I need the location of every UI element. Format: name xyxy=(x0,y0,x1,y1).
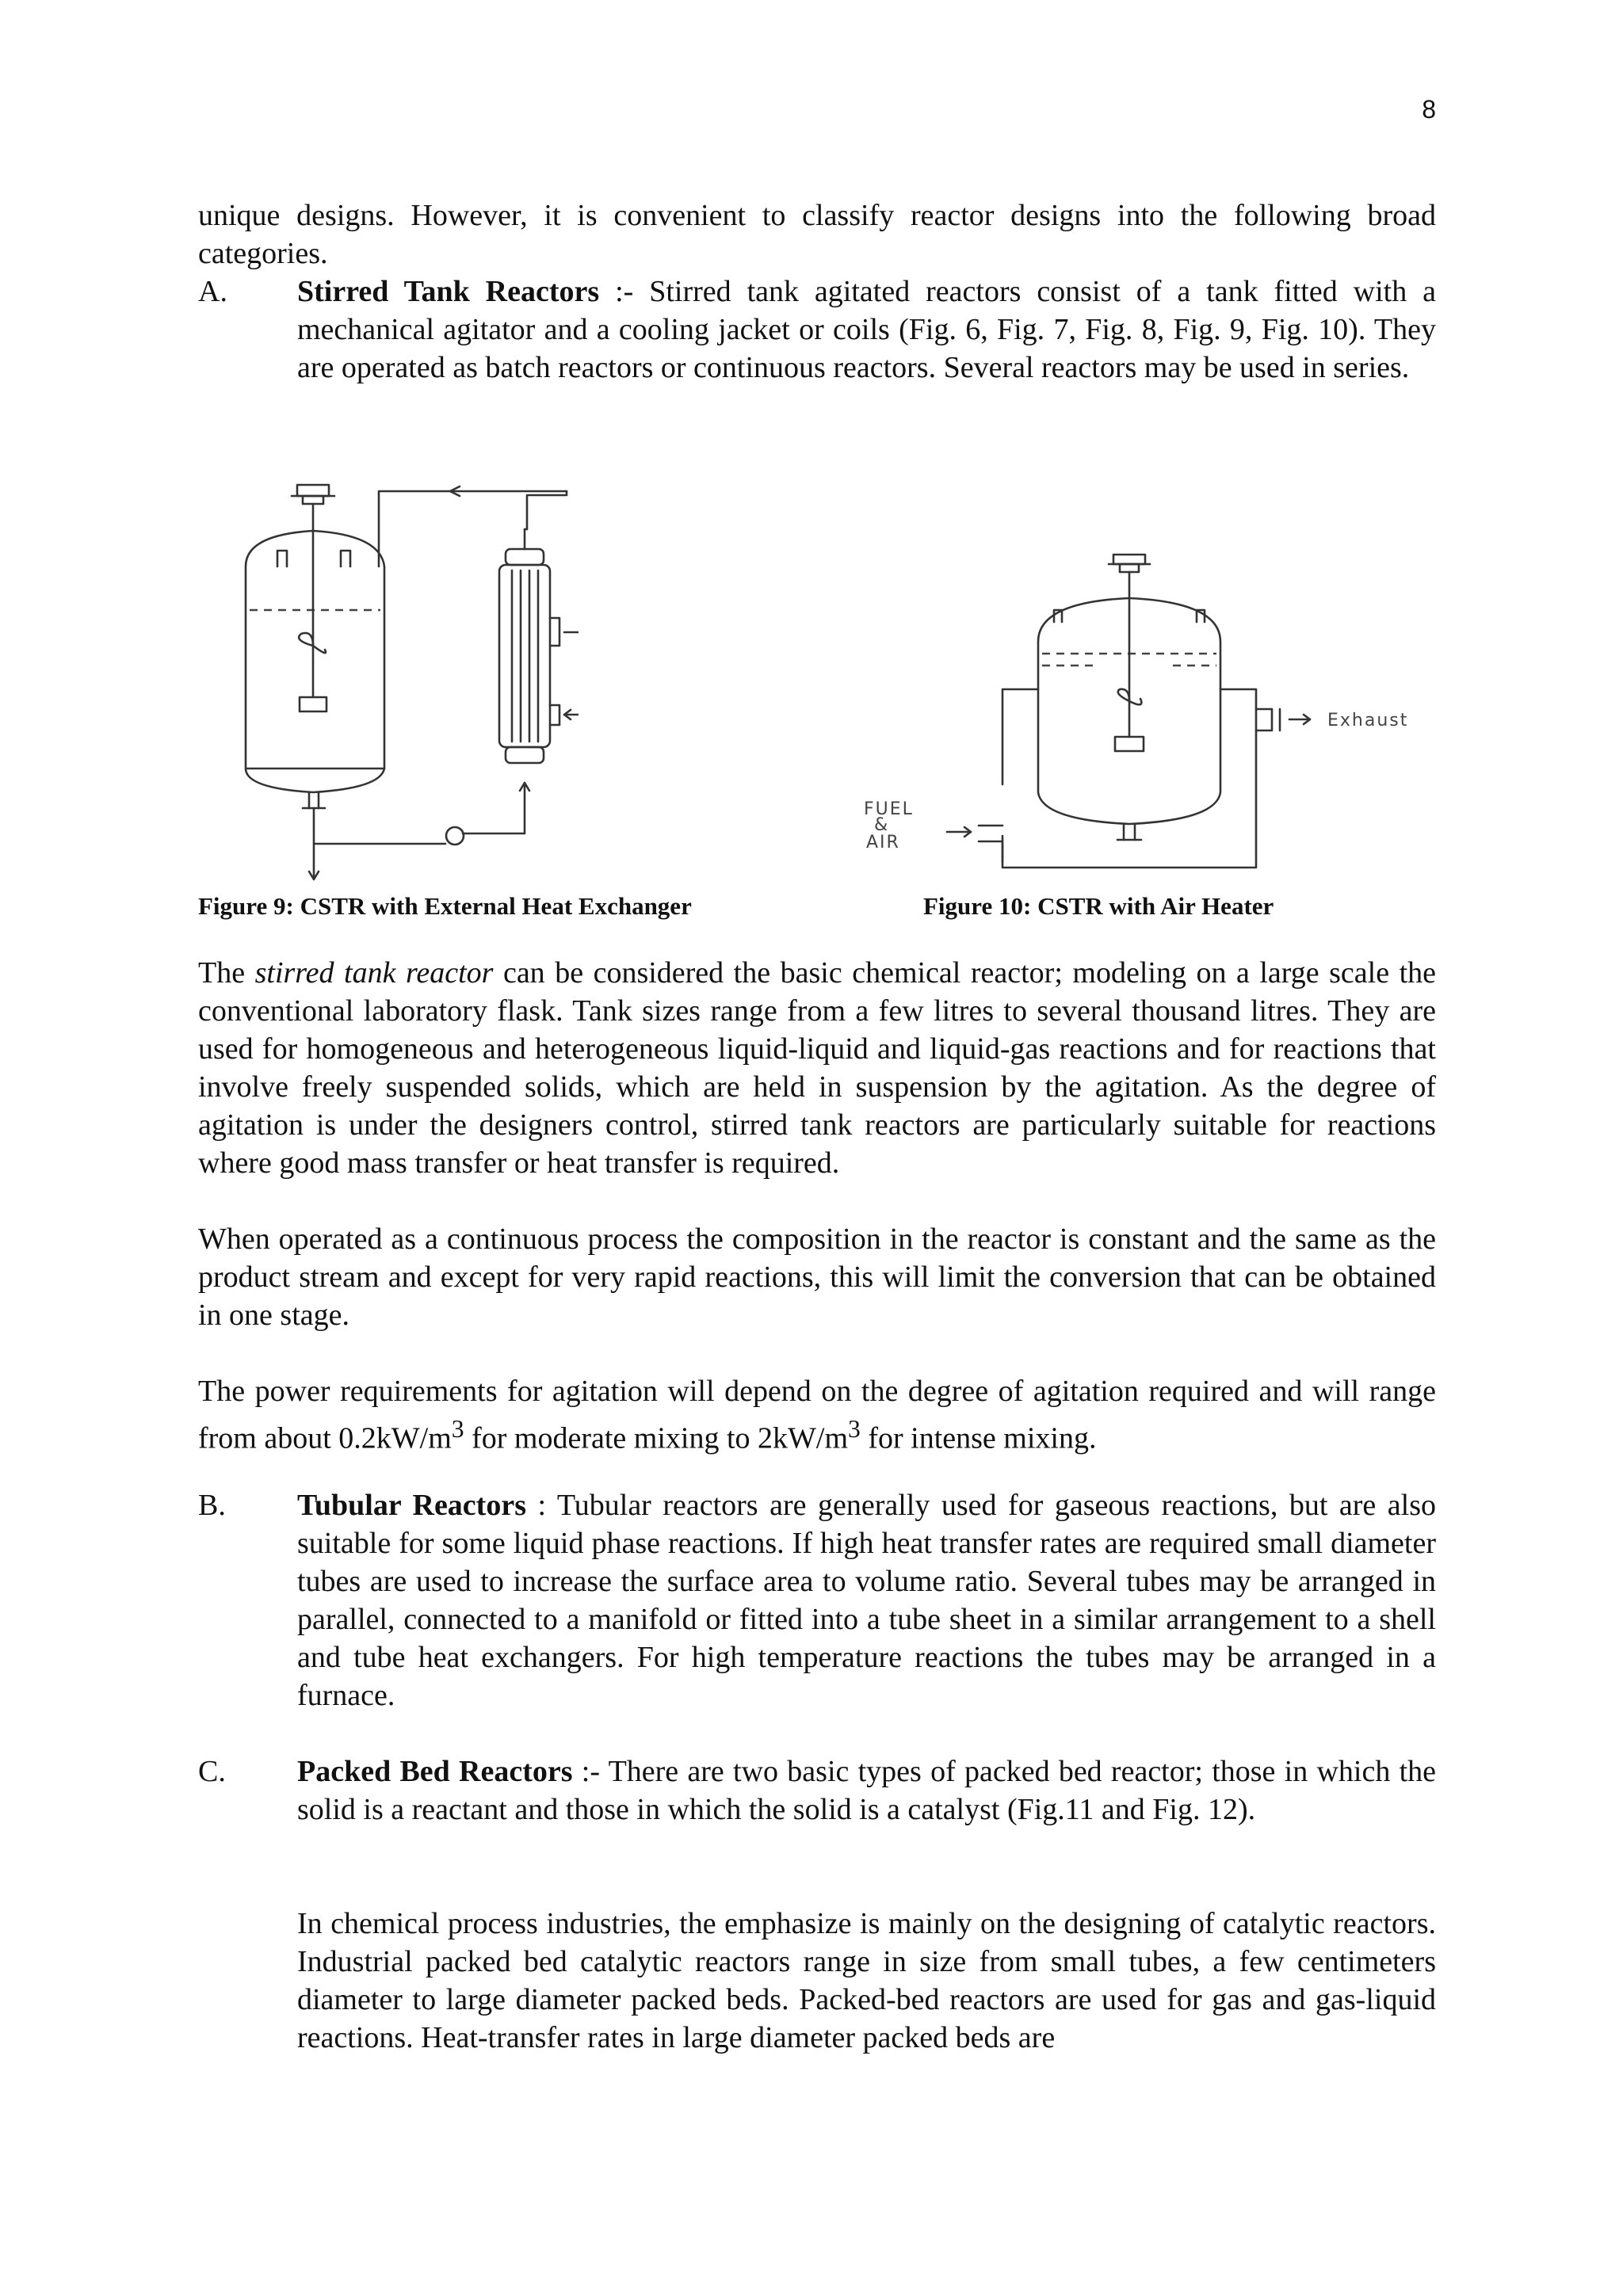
section-a-body xyxy=(297,273,1436,387)
para3-part1: The power requirements for agitation will depend on the degree of agitation required and will range from about 0.2kW/m xyxy=(198,1375,1436,1455)
para3-part3: for intense mixing. xyxy=(860,1421,1097,1455)
para1-post: can be considered the basic chemical reactor; modeling on a large scale the conventional laboratory flask. Tank sizes range from a few litres to several thousand litres. They are used for homogeneous and heterogeneous liquid-liquid and liquid-gas reactions and for reactions that involve freely suspended solids, which are held in suspension by the agitation. As the degree of agitation is under the designers control, stirred tank reactors are particularly suitable for reactions where good mass transfer or heat transfer is required. xyxy=(198,956,1436,1180)
section-a xyxy=(198,273,1436,387)
intro-paragraph xyxy=(198,196,1436,273)
section-c-label: C. xyxy=(198,1755,226,1788)
fuel-air-inlet xyxy=(864,799,1002,852)
paragraph-power-text xyxy=(198,1372,1436,1458)
exhaust-outlet xyxy=(1256,709,1408,730)
figure-10-caption: Figure 10: CSTR with Air Heater xyxy=(923,892,1274,920)
section-c-title: Packed Bed Reactors xyxy=(297,1755,573,1788)
agitator xyxy=(292,485,334,711)
outlet-nozzle xyxy=(303,792,325,879)
section-b xyxy=(198,1486,1436,1714)
section-a-title: Stirred Tank Reactors xyxy=(297,275,600,308)
para3-sup2: 3 xyxy=(848,1415,861,1443)
section-b-text: : Tubular reactors are generally used for gaseous reactions, but are also suitable for some liquid phase reactions. If high heat transfer rates are required small diameter tubes are used to increase the surface area to volume ratio. Several tubes may be arranged in parallel, connected to a manifold or fitted into a tube sheet in a similar arrangement to a shell and tube heat exchangers. For high temperature reactions the tubes may be arranged in a furnace. xyxy=(297,1489,1437,1712)
exhaust-label: Exhaust xyxy=(1327,711,1409,730)
recycle-line xyxy=(314,783,529,845)
para3-part2: for moderate mixing to 2kW/m xyxy=(464,1421,848,1455)
paragraph-stirred-tank xyxy=(198,954,1436,1182)
paragraph-continuous-text: When operated as a continuous process the composition in the reactor is constant and the same as the product stream and except for very rapid reactions, this will limit the conversion that can be obtained in one stage. xyxy=(198,1222,1436,1332)
section-b-label: B. xyxy=(198,1489,226,1522)
section-a-text: :- Stirred tank agitated reactors consist of a tank fitted with a mechanical agitator and a cooling jacket or coils (Fig. 6, Fig. 7, Fig. 8, Fig. 9, Fig. 10). They are operated as batch reactors or continuous reactors. Several reactors may be used in series. xyxy=(297,275,1436,384)
figure-10-diagram xyxy=(860,547,1423,879)
page-number: 8 xyxy=(1422,95,1436,124)
para1-pre: The xyxy=(198,956,255,990)
bottom-outlet xyxy=(1117,824,1141,840)
stirred-tank-vessel xyxy=(246,531,384,792)
air-label: AIR xyxy=(866,833,900,852)
section-c-body xyxy=(297,1753,1436,1829)
intro-text: unique designs. However, it is convenient to classify reactor designs into the following broad categories. xyxy=(198,199,1436,270)
para1-emphasis: stirred tank reactor xyxy=(254,956,494,990)
para3-sup1: 3 xyxy=(451,1415,464,1443)
section-c xyxy=(198,1753,1436,1829)
section-c-paragraph xyxy=(198,1905,1436,2057)
paragraph-power xyxy=(198,1372,1436,1458)
figure-9-caption: Figure 9: CSTR with External Heat Exchanger xyxy=(198,892,692,920)
section-a-label: A. xyxy=(198,275,227,308)
figure-9-diagram xyxy=(198,467,579,887)
fuel-label: FUEL xyxy=(864,799,914,819)
section-c-text: :- There are two basic types of packed bed reactor; those in which the solid is a reactant and those in which the solid is a catalyst (Fig.11 and Fig. 12). xyxy=(297,1755,1436,1826)
section-c-paragraph-text: In chemical process industries, the emphasize is mainly on the designing of catalytic reactors. Industrial packed bed catalytic reactors range in size from small tubes, a few centimeters diameter to large diameter packed beds. Packed-bed reactors are used for gas and gas-liquid reactions. Heat-transfer rates in large diameter packed beds are xyxy=(297,1907,1436,2054)
return-line xyxy=(379,486,567,566)
section-b-body xyxy=(297,1486,1436,1714)
paragraph-stirred-tank-text xyxy=(198,954,1436,1182)
paragraph-continuous xyxy=(198,1220,1436,1334)
and-label: & xyxy=(874,815,890,835)
heat-exchanger xyxy=(499,549,579,763)
section-b-title: Tubular Reactors xyxy=(297,1489,526,1522)
